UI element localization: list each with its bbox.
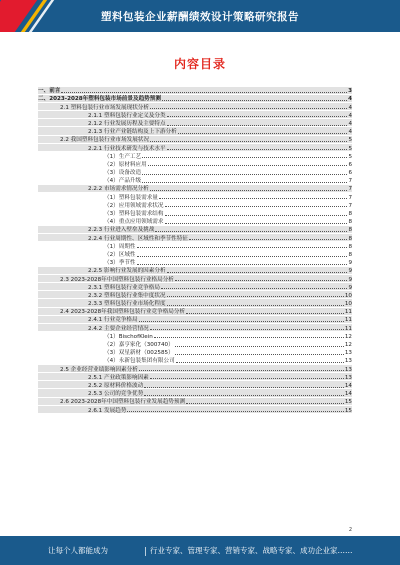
toc-entry-label: 二、2023-2028年塑料包装市场前景及趋势预测 xyxy=(38,96,161,103)
toc-entry-page: 4 xyxy=(348,120,352,127)
toc-entry-page: 13 xyxy=(344,350,352,357)
toc-entry[interactable] xyxy=(38,274,352,282)
toc-entry-label: 2.2.3 行业进入壁垒及挑战 xyxy=(88,227,155,234)
toc-entry-page: 8 xyxy=(348,211,352,217)
toc-entry[interactable] xyxy=(38,135,352,143)
toc-entry-label: （2）区域性 xyxy=(104,251,136,258)
toc-leader-dots xyxy=(139,369,344,371)
toc-entry[interactable] xyxy=(38,405,352,413)
toc-entry-page: 4 xyxy=(348,129,352,136)
toc-entry[interactable] xyxy=(38,176,352,184)
toc-entry-label: （4）产品升级 xyxy=(104,178,142,185)
toc-entry-page: 5 xyxy=(348,153,352,160)
toc-entry[interactable] xyxy=(38,315,352,323)
toc-entry-page: 13 xyxy=(344,374,352,381)
toc-entry-label: （3）塑料包装需求结构 xyxy=(104,211,164,217)
toc-leader-dots xyxy=(165,205,348,207)
toc-entry[interactable] xyxy=(38,225,352,233)
toc-leader-dots xyxy=(175,345,344,347)
toc-entry[interactable] xyxy=(38,291,352,299)
toc-leader-dots xyxy=(142,181,347,183)
toc-entry-page: 8 xyxy=(348,219,352,226)
toc-entry-page: 15 xyxy=(344,407,352,414)
toc-entry-page: 14 xyxy=(344,391,352,398)
toc-leader-dots xyxy=(142,173,347,175)
toc-entry-label: （4）永新包装集团有限公司 xyxy=(104,358,175,365)
toc-leader-dots xyxy=(144,394,344,396)
toc-entry-label: 2.3.1 塑料包装行业竞争格局 xyxy=(88,284,160,291)
toc-entry[interactable] xyxy=(38,201,352,209)
toc-entry[interactable] xyxy=(38,127,352,135)
toc-entry-page: 9 xyxy=(348,276,352,283)
toc-entry[interactable] xyxy=(38,348,352,356)
toc-entry-label: 2.5 企业经营业绩影响因素分析 xyxy=(60,366,138,373)
toc-entry[interactable] xyxy=(38,160,352,168)
toc-entry[interactable] xyxy=(38,94,352,102)
toc-leader-dots xyxy=(127,410,343,412)
toc-entry[interactable] xyxy=(38,102,352,110)
toc-leader-dots xyxy=(167,271,348,273)
toc-entry[interactable] xyxy=(38,389,352,397)
toc-title: 内容目录 xyxy=(173,57,226,71)
toc-entry-label: （1）塑料包装需求量 xyxy=(104,194,158,201)
toc-leader-dots xyxy=(150,328,344,330)
toc-leader-dots xyxy=(144,386,344,388)
toc-leader-dots xyxy=(189,238,348,240)
toc-leader-dots xyxy=(154,336,344,338)
toc-entry[interactable] xyxy=(38,242,352,250)
toc-entry-label: （1）周期性 xyxy=(104,243,136,250)
toc-leader-dots xyxy=(175,353,344,355)
toc-entry-label: （2）原材料应用 xyxy=(104,161,147,168)
toc-entry-page: 11 xyxy=(344,325,352,332)
toc-entry-label: 2.5.1 产业政策影响因素 xyxy=(88,374,149,381)
toc-entry-label: 2.2.4 行业周期性、区域性和季节性特征 xyxy=(88,235,188,242)
toc-entry[interactable] xyxy=(38,381,352,389)
toc-entry-page: 8 xyxy=(348,227,352,234)
toc-entry-label: 2.2.1 行业技术研发与技术水平 xyxy=(88,145,166,152)
toc-entry-page: 9 xyxy=(348,260,352,267)
toc-entry-page: 6 xyxy=(348,170,352,177)
toc-entry-page: 8 xyxy=(348,251,352,258)
toc-leader-dots xyxy=(137,255,348,257)
toc-entry-page: 3 xyxy=(348,88,352,95)
toc-entry-label: 2.1.3 行业产业链结构及上下游分析 xyxy=(88,129,177,136)
toc-entry[interactable] xyxy=(38,332,352,340)
toc-leader-dots xyxy=(167,148,348,150)
toc-leader-dots xyxy=(139,320,344,322)
toc-leader-dots xyxy=(150,377,344,379)
toc-entry[interactable] xyxy=(38,258,352,266)
toc-entry-label: （3）设备改造 xyxy=(104,170,142,177)
toc-entry[interactable] xyxy=(38,217,352,225)
toc-leader-dots xyxy=(175,279,348,281)
toc-entry[interactable] xyxy=(38,356,352,364)
toc-entry[interactable] xyxy=(38,233,352,241)
toc-entry-label: 2.5.2 原材料价格波动 xyxy=(88,382,144,389)
toc-entry-label: 2.6.1 发展趋势 xyxy=(88,407,127,414)
toc-entry-label: 2.3 2023-2028年中国塑料包装行业格局分析 xyxy=(60,276,174,283)
toc-entry-page: 7 xyxy=(348,186,352,193)
toc-entry-page: 11 xyxy=(344,309,352,316)
toc-entry-page: 15 xyxy=(344,399,352,406)
toc-entry[interactable] xyxy=(38,86,352,94)
toc-entry-page: 6 xyxy=(348,161,352,168)
toc-entry-page: 9 xyxy=(348,268,352,275)
toc-entry-label: 2.3.3 塑料包装行业市场化程度 xyxy=(88,301,166,308)
toc-entry-label: （2）嘉亨家化（300740） xyxy=(104,342,174,348)
toc-leader-dots xyxy=(61,91,347,93)
toc-entry[interactable] xyxy=(38,283,352,291)
toc-entry-page: 9 xyxy=(348,284,352,291)
toc-entry-label: 2.4.1 行业竞争格局 xyxy=(88,317,138,324)
toc-entry[interactable] xyxy=(38,184,352,192)
toc-entry[interactable] xyxy=(38,168,352,176)
toc-entry-label: （1）生产工艺 xyxy=(104,153,142,160)
toc-entry-label: （2）应用领域需求状况 xyxy=(104,202,164,209)
toc-entry-label: 2.3.2 塑料包装行业集中度状况 xyxy=(88,292,166,299)
toc-entry-page: 8 xyxy=(348,235,352,242)
toc-entry[interactable] xyxy=(38,323,352,331)
toc-entry-label: （3）双星新材（002585） xyxy=(104,350,174,357)
toc-leader-dots xyxy=(167,304,344,306)
toc-entry[interactable] xyxy=(38,250,352,258)
toc-entry-label: 2.1.2 行业发展历程及主要特点 xyxy=(88,120,166,127)
toc-entry[interactable] xyxy=(38,340,352,348)
page-footer xyxy=(0,536,400,565)
toc-entry[interactable] xyxy=(38,299,352,307)
toc-entry[interactable] xyxy=(38,111,352,119)
footer-slogan-right: 行业专家、管理专家、营销专家、战略专家、成功企业家…… xyxy=(150,546,353,555)
toc-leader-dots xyxy=(167,295,344,297)
toc-entry-label: 2.1 塑料包装行业市场发展现状分析 xyxy=(60,104,149,111)
toc-entry-page: 13 xyxy=(344,358,352,365)
toc-entry-page: 4 xyxy=(348,104,352,111)
toc-entry[interactable] xyxy=(38,143,352,151)
toc-leader-dots xyxy=(150,140,347,142)
toc-entry-label: 2.4.2 主要企业经营情况 xyxy=(88,325,149,332)
toc-entry-label: 2.2.5 影响行业发展的因素分析 xyxy=(88,268,166,275)
toc-entry-page: 8 xyxy=(348,243,352,250)
toc-entry-page: 4 xyxy=(348,96,352,103)
toc-entry-label: 2.5.3 公司的竞争优势 xyxy=(88,391,144,398)
toc-entry-label: 2.6 2023-2028年中国塑料包装行业发展趋势预测 xyxy=(60,399,186,406)
toc-leader-dots xyxy=(148,164,348,166)
toc-leader-dots xyxy=(165,214,348,216)
toc-entry-page: 14 xyxy=(344,382,352,389)
toc-leader-dots xyxy=(167,115,348,117)
toc-entry-label: 2.4 2023-2028年我国塑料包装行业竞争格局分析 xyxy=(60,309,186,316)
toc-entry[interactable] xyxy=(38,152,352,160)
toc-entry-label: （4）重点应用领域需求 xyxy=(104,219,164,226)
toc-entry[interactable] xyxy=(38,373,352,381)
toc-entry-page: 7 xyxy=(348,178,352,185)
toc-entry[interactable] xyxy=(38,209,352,217)
toc-entry[interactable] xyxy=(38,266,352,274)
toc-entry-page: 11 xyxy=(344,317,352,324)
toc-entry-page: 5 xyxy=(348,145,352,152)
toc-entry-page: 13 xyxy=(344,366,352,373)
toc-entry-page: 10 xyxy=(344,301,352,308)
toc-entry-label: （1）BischofKlein xyxy=(104,333,153,340)
toc-entry-label: 一、前言 xyxy=(38,88,61,95)
toc-entry-label: （3）季节性 xyxy=(104,260,136,267)
toc-entry-page: 12 xyxy=(344,342,352,348)
toc-leader-dots xyxy=(150,189,348,191)
footer-slogan-left: 让每个人都能成为 xyxy=(48,546,108,555)
toc-entry-label: 2.2 我国塑料包装行业市场发展状况 xyxy=(60,137,149,144)
toc-entry[interactable] xyxy=(38,307,352,315)
toc-entry-label: 2.2.2 市场需求情况分析 xyxy=(88,186,149,193)
toc-leader-dots xyxy=(142,156,347,158)
toc-entry-page: 4 xyxy=(348,112,352,119)
toc-entry-label: 2.1.1 塑料包装行业定义及分类 xyxy=(88,112,166,119)
toc-leader-dots xyxy=(162,99,347,101)
toc-leader-dots xyxy=(186,312,344,314)
report-title: 塑料包装企业薪酬绩效设计策略研究报告 xyxy=(101,11,299,23)
toc-entry[interactable] xyxy=(38,192,352,200)
toc-leader-dots xyxy=(178,132,348,134)
page-header xyxy=(0,0,400,32)
toc-entry[interactable] xyxy=(38,364,352,372)
toc-leader-dots xyxy=(137,246,348,248)
toc-entry-page: 12 xyxy=(344,333,352,340)
page-number: 2 xyxy=(348,527,352,533)
toc-leader-dots xyxy=(150,107,347,109)
toc-entry-page: 5 xyxy=(348,137,352,144)
toc-leader-dots xyxy=(155,230,347,232)
toc-leader-dots xyxy=(165,222,348,224)
toc-leader-dots xyxy=(161,287,347,289)
toc-leader-dots xyxy=(167,124,348,126)
toc-entry[interactable] xyxy=(38,397,352,405)
toc-leader-dots xyxy=(159,197,348,199)
footer-divider xyxy=(145,547,146,556)
toc-entry-page: 10 xyxy=(344,292,352,299)
toc-entry-page: 7 xyxy=(348,202,352,209)
toc-leader-dots xyxy=(176,361,344,363)
toc-leader-dots xyxy=(186,402,344,404)
table-of-contents xyxy=(38,86,352,414)
toc-leader-dots xyxy=(137,263,348,265)
toc-entry-page: 7 xyxy=(348,194,352,201)
toc-entry[interactable] xyxy=(38,119,352,127)
